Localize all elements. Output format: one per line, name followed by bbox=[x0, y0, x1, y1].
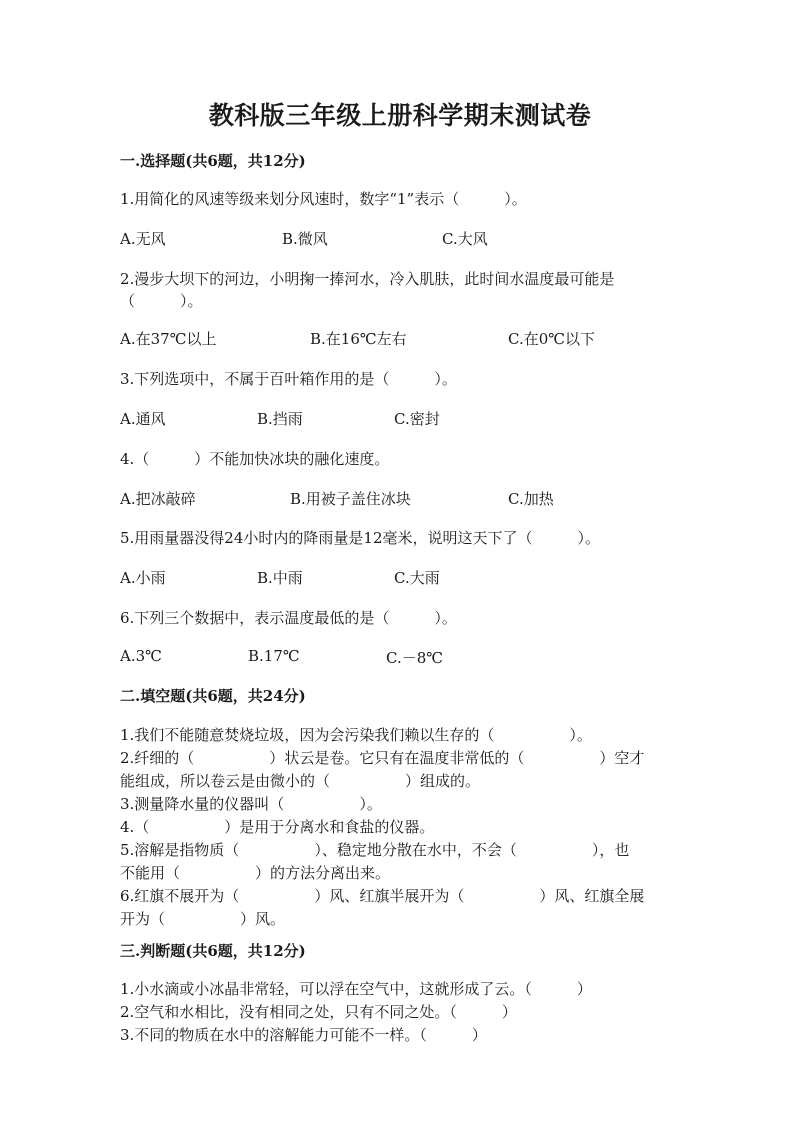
page-title: 教科版三年级上册科学期末测试卷 bbox=[208, 101, 592, 130]
question-stem: 6.下列三个数据中，表示温度最低的是（ ）。 bbox=[120, 609, 457, 627]
question-stem: 3.下列选项中，不属于百叶箱作用的是（ ）。 bbox=[120, 370, 457, 388]
question-stem: 2.漫步大坝下的河边，小明掬一捧河水，冷入肌肤，此时间水温度最可能是 bbox=[120, 270, 615, 288]
judge-line: 3.不同的物质在水中的溶解能力可能不一样。（ ） bbox=[120, 1026, 487, 1044]
fill-line: 不能用（ ）的方法分离出来。 bbox=[120, 864, 391, 882]
question-option: B.中雨 bbox=[257, 569, 303, 587]
fill-line: 6.红旗不展开为（ ）风、红旗半展开为（ ）风、红旗全展 bbox=[120, 887, 645, 905]
question-option: C.密封 bbox=[394, 410, 440, 428]
fill-line: 3.测量降水量的仪器叫（ ）。 bbox=[120, 795, 382, 813]
question-stem: 4.（ ）不能加快冰块的融化速度。 bbox=[120, 450, 390, 468]
judge-line: 1.小水滴或小冰晶非常轻，可以浮在空气中，这就形成了云。（ ） bbox=[120, 980, 592, 998]
question-option: B.微风 bbox=[282, 230, 328, 248]
question-option: A.把冰敲碎 bbox=[120, 490, 196, 508]
question-option: A.3℃ bbox=[120, 647, 162, 665]
question-option: C.大风 bbox=[442, 230, 488, 248]
question-option: A.在37℃以上 bbox=[120, 330, 217, 348]
section-heading-fill: 二.填空题(共6题，共24分) bbox=[120, 687, 306, 705]
question-stem-continued: （ ）。 bbox=[120, 292, 203, 310]
judge-line: 2.空气和水相比，没有相同之处，只有不同之处。（ ） bbox=[120, 1003, 517, 1021]
fill-line: 开为（ ）风。 bbox=[120, 910, 286, 928]
section-heading-choice: 一.选择题(共6题，共12分) bbox=[120, 152, 306, 170]
question-option: C.大雨 bbox=[394, 569, 440, 587]
question-option: B.在16℃左右 bbox=[310, 330, 407, 348]
question-option: C.加热 bbox=[508, 490, 554, 508]
fill-line: 4.（ ）是用于分离水和食盐的仪器。 bbox=[120, 818, 435, 836]
question-option: B.挡雨 bbox=[257, 410, 303, 428]
question-option: A.小雨 bbox=[120, 569, 166, 587]
question-option: B.17℃ bbox=[248, 647, 300, 665]
question-stem: 5.用雨量器没得24小时内的降雨量是12毫米，说明这天下了（ ）。 bbox=[120, 529, 600, 547]
fill-line: 5.溶解是指物质（ ）、稳定地分散在水中，不会（ ），也 bbox=[120, 841, 630, 859]
question-stem: 1.用简化的风速等级来划分风速时，数字“1”表示（ ）。 bbox=[120, 190, 527, 208]
section-heading-judge: 三.判断题(共6题，共12分) bbox=[120, 942, 306, 960]
question-option: C.在0℃以下 bbox=[508, 330, 596, 348]
question-option: A.通风 bbox=[120, 410, 166, 428]
fill-line: 2.纤细的（ ）状云是卷。它只有在温度非常低的（ ）空才 bbox=[120, 749, 645, 767]
question-option: A.无风 bbox=[120, 230, 166, 248]
fill-line: 1.我们不能随意焚烧垃圾，因为会污染我们赖以生存的（ ）。 bbox=[120, 726, 592, 744]
question-option: C.－8℃ bbox=[386, 649, 444, 667]
fill-line: 能组成，所以卷云是由微小的（ ）组成的。 bbox=[120, 772, 481, 790]
question-option: B.用被子盖住冰块 bbox=[290, 490, 411, 508]
